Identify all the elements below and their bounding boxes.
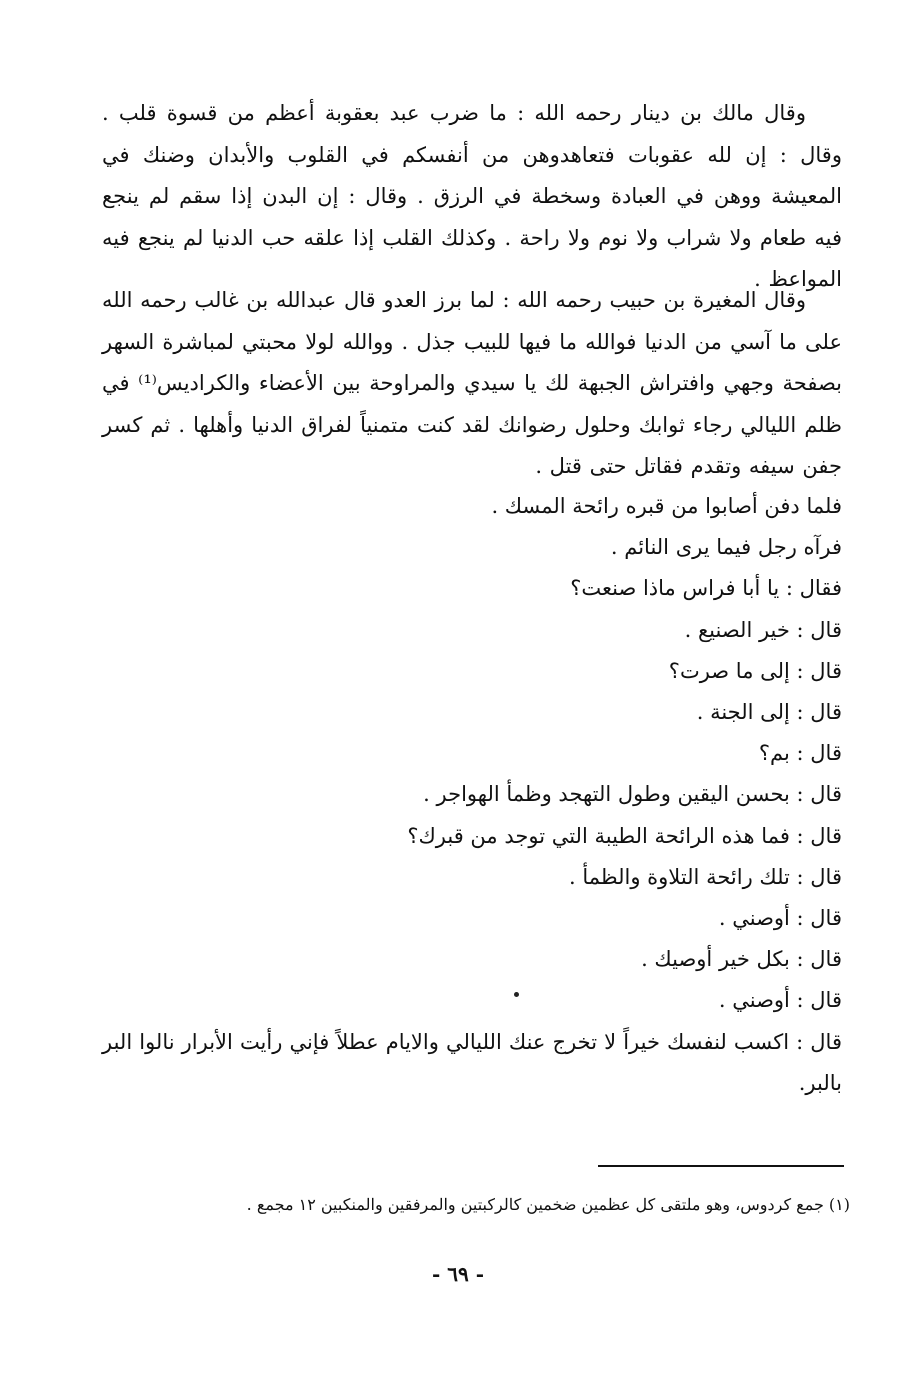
paragraph-text: وقال المغيرة بن حبيب رحمه الله : لما برز العدو قال عبدالله بن غالب رحمه الله على ما آسي من الدنيا فوالله ما فيها للبيب جذل . ووالله لولا محبتي لمباشرة السهر بصفحة وجهي وافتراش الجبهة لك يا سيدي والمراوحة بين الأعضاء والكراديس⁽¹⁾ في ظلم الليالي رجاء ثوابك وحلول رضوانك لقد كنت متمنياً لفراق الدنيا وأهلها . ثم كسر جفن سيفه وتقدم فقاتل حتى قتل . <box>102 288 842 478</box>
dialogue-closing-line: قال : اكسب لنفسك خيراً لا تخرج عنك الليالي والايام عطلاً فإني رأيت الأبرار نالوا البر بالبر. <box>102 1029 842 1095</box>
dialogue-line: فرآه رجل فيما يرى النائم . <box>610 535 842 560</box>
dialogue-line: قال : خير الصنيع . <box>684 617 842 642</box>
dialogue-line: قال : إلى ما صرت؟ <box>668 658 842 683</box>
dialogue-line: قال : أوصني . <box>718 988 842 1013</box>
dialogue-line: قال : إلى الجنة . <box>696 700 842 725</box>
paragraph-text: وقال مالك بن دينار رحمه الله : ما ضرب عبد بعقوبة أعظم من قسوة قلب . وقال : إن لله عقوبات فتعاهدوهن من أنفسكم في القلوب والأبدان وضنك في المعيشة ووهن في العبادة وسخطة في الرزق . وقال : إن البدن إذا سقم لم ينجع فيه طعام ولا شراب ولا نوم ولا راحة . وكذلك القلب إذا علقه حب الدنيا لم ينجع فيه المواعظ . <box>102 101 842 291</box>
paragraph-mughira-bin-habib <box>102 280 842 488</box>
dialogue-line: قال : أوصني . <box>718 906 842 931</box>
print-speck <box>514 992 519 997</box>
dialogue-line: فلما دفن أصابوا من قبره رائحة المسك . <box>491 494 842 518</box>
dialogue-line: قال : بكل خير أوصيك . <box>641 947 842 972</box>
dialogue-line: قال : بحسن اليقين وطول التهجد وظمأ الهواجر . <box>423 782 842 807</box>
dialogue-line: قال : بم؟ <box>758 741 842 766</box>
dream-dialogue <box>102 486 842 1104</box>
paragraph-malik-bin-dinar <box>102 93 842 301</box>
dialogue-line: فقال : يا أبا فراس ماذا صنعت؟ <box>570 576 842 601</box>
dialogue-line: قال : تلك رائحة التلاوة والظمأ . <box>568 864 842 889</box>
footnote: (١) جمع كردوس، وهو ملتقى كل عظمين ضخمين كالركبتين والمرفقين والمنكبين ١٢ مجمع . <box>246 1195 850 1214</box>
footnote-divider <box>598 1165 844 1167</box>
dialogue-line: قال : فما هذه الرائحة الطيبة التي توجد من قبرك؟ <box>407 823 842 848</box>
page-number: - ٦٩ - <box>431 1262 484 1286</box>
